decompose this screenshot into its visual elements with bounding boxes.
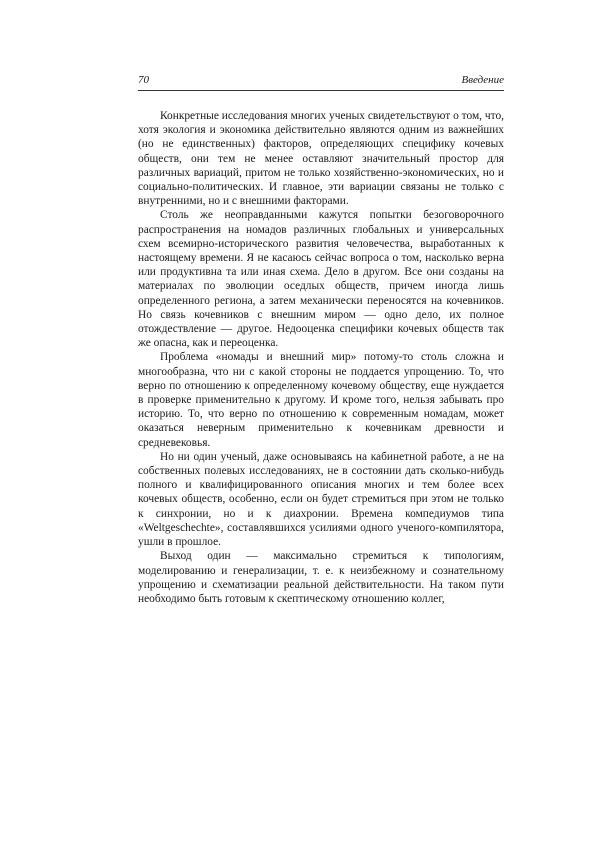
paragraph-4: Но ни один ученый, даже основываясь на кабинетной работе, а не на собственных полевых исследованиях, не в состоянии дать сколько-нибудь полного и квалифицированного описания многих и тем более всех кочевых обществ, особенно, если он будет стремиться при этом не только к синхронии, но и к диахронии. Времена компедиумов типа «Weltgeschechte», составлявшихся усилиями одного ученого-компилятора, ушли в прошлое. xyxy=(138,450,504,549)
paragraph-5: Выход один — максимально стремиться к типологиям, моделированию и генерализации, т. е. к неизбежному и сознательному упрощению и схематизации реальной действительности. На таком пути необходимо быть готовым к скептическому отношению коллег, xyxy=(138,550,504,605)
paragraph-2: Столь же неоправданными кажутся попытки безоговорочного распространения на номадов различных глобальных и универсальных схем всемирно-исторического развития человечества, выработанных к настоящему времени. Я не касаюсь сейчас вопроса о том, насколько верна или продуктивна та или иная схема. Дело в другом. Все они созданы на материалах по эволюции оседлых обществ, причем иногда лишь определенного региона, а затем механически переносятся на кочевников. Но связь кочевников с внешним миром — одно дело, их полное отождествление — другое. Недооценка специфики кочевых обществ так же опасна, как и переоценка. xyxy=(138,209,504,350)
page-number: 70 xyxy=(138,74,149,86)
paragraph-1: Конкретные исследования многих ученых свидетельствуют о том, что, хотя экология и экономика действительно являются одним из важнейших (но не единственных) факторов, определяющих специфику кочевых обществ, они тем не менее оставляют значительный простор для различных вариаций, притом не только хозяйственно-экономических, но и социально-политических. И главное, эти вариации связаны не только с внутренними, но и с внешними факторами. xyxy=(138,110,504,208)
page-header xyxy=(138,74,504,91)
body-text xyxy=(138,109,504,606)
running-head: Введение xyxy=(461,74,504,86)
paragraph-3: Проблема «номады и внешний мир» потому-то столь сложна и многообразна, что ни с какой стороны не поддается упрощению. То, что верно по отношению к определенному кочевому обществу, еще нуждается в проверке применительно к другому. И кроме того, нельзя забывать про историю. То, что верно по отношению к современным номадам, может оказаться неверным применительно к кочевникам древности и средневековья. xyxy=(138,351,504,449)
